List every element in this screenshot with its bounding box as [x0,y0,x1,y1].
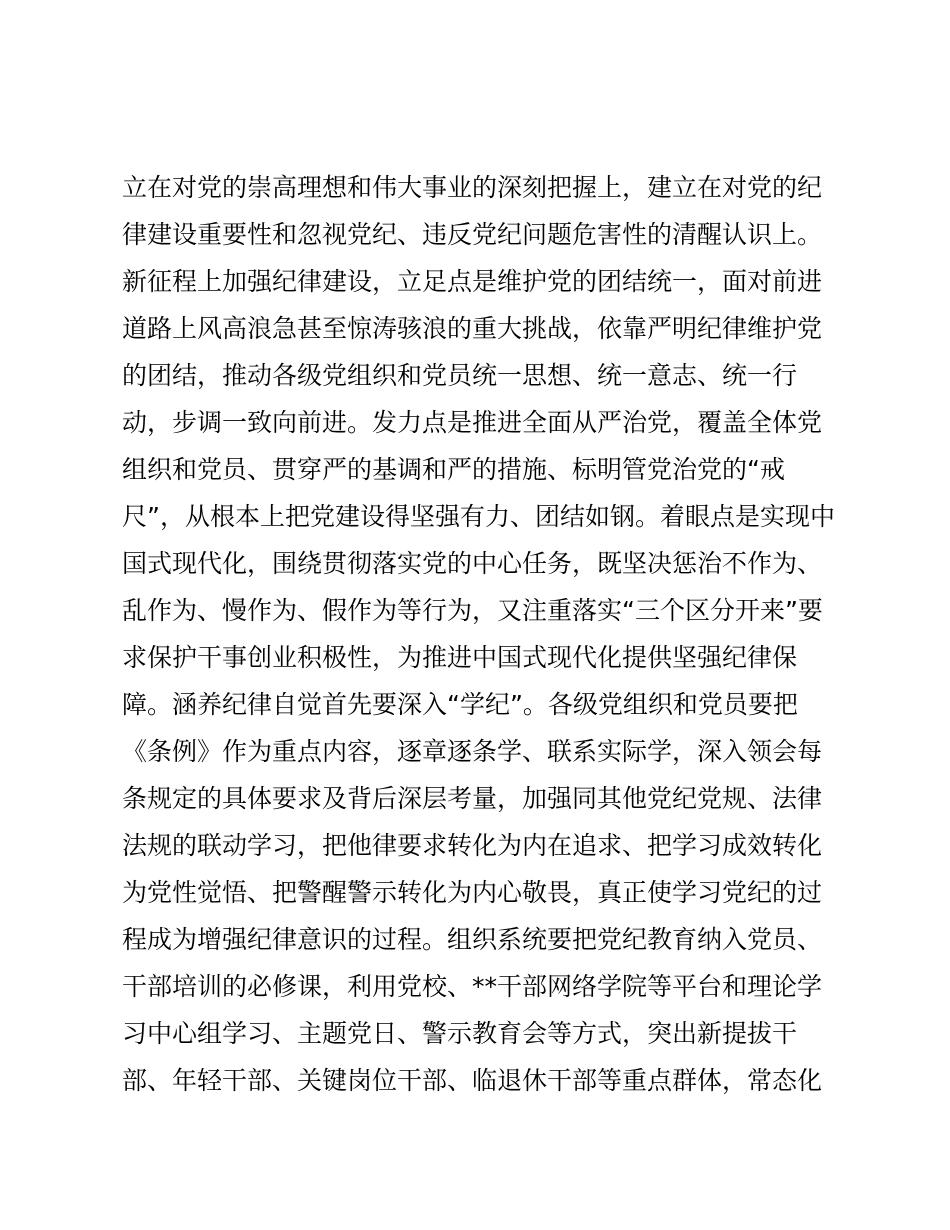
text-line: 条规定的具体要求及背后深层考量，加强同其他党纪党规、法律 [122,784,823,813]
text-line: 部、年轻干部、关键岗位干部、临退休干部等重点群体，常态化 [122,1066,823,1095]
body-text [122,164,842,1104]
text-line: 法规的联动学习，把他律要求转化为内在追求、把学习成效转化 [122,831,823,860]
text-line: 动，步调一致向前进。发力点是推进全面从严治党，覆盖全体党 [122,408,823,437]
text-line: 国式现代化，围绕贯彻落实党的中心任务，既坚决惩治不作为、 [122,549,823,578]
text-line: 组织和党员、贯穿严的基调和严的措施、标明管党治党的“戒 [122,455,785,484]
text-line: 程成为增强纪律意识的过程。组织系统要把党纪教育纳入党员、 [122,925,823,954]
text-line: 立在对党的崇高理想和伟大事业的深刻把握上，建立在对党的纪 [122,173,823,202]
text-line: 为党性觉悟、把警醒警示转化为内心敬畏，真正使学习党纪的过 [122,878,823,907]
text-line: 干部培训的必修课，利用党校、**干部网络学院等平台和理论学 [122,972,823,1001]
text-line: 乱作为、慢作为、假作为等行为，又注重落实“三个区分开来”要 [122,596,823,625]
text-line: 尺”，从根本上把党建设得坚强有力、团结如钢。着眼点是实现中 [122,502,835,531]
text-line: 的团结，推动各级党组织和党员统一思想、统一意志、统一行 [122,361,798,390]
text-line: 道路上风高浪急甚至惊涛骇浪的重大挑战，依靠严明纪律维护党 [122,314,823,343]
text-line: 新征程上加强纪律建设，立足点是维护党的团结统一，面对前进 [122,267,823,296]
text-line: 《条例》作为重点内容，逐章逐条学、联系实际学，深入领会每 [122,737,823,766]
text-line: 求保护干事创业积极性，为推进中国式现代化提供坚强纪律保 [122,643,798,672]
text-line: 障。涵养纪律自觉首先要深入“学纪”。各级党组织和党员要把 [122,690,798,719]
text-line: 习中心组学习、主题党日、警示教育会等方式，突出新提拔干 [122,1019,798,1048]
text-line: 律建设重要性和忽视党纪、违反党纪问题危害性的清醒认识上。 [122,220,823,249]
